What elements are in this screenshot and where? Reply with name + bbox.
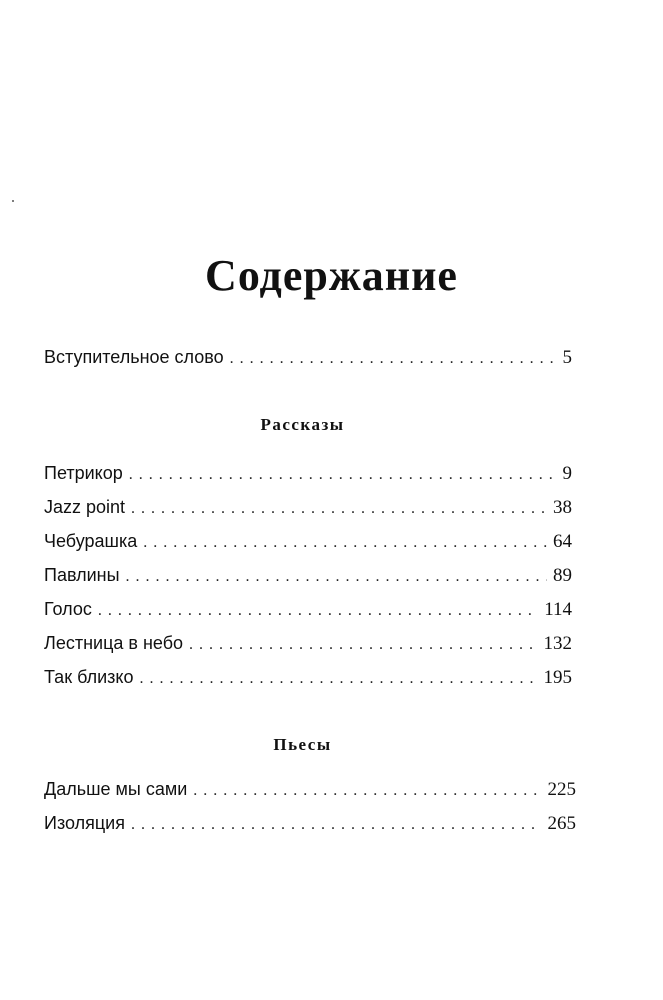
- toc-entry-title: Петрикор: [44, 463, 123, 483]
- toc-page-number: 114: [544, 599, 572, 620]
- toc-leader-dots: [131, 812, 542, 838]
- toc-entry-title: Вступительное слово: [44, 347, 224, 367]
- toc-page-number: 195: [543, 667, 572, 688]
- section-heading-stories: Рассказы: [260, 415, 345, 434]
- scan-speck: [12, 200, 14, 202]
- page-title: Содержание: [205, 251, 458, 300]
- toc-row: [44, 664, 572, 692]
- toc-entry-title: Jazz point: [44, 497, 126, 517]
- toc-row: [44, 776, 576, 804]
- toc-entry-title: Дальше мы сами: [44, 779, 188, 799]
- toc-row: [44, 528, 572, 556]
- toc-leader-dots: [129, 462, 557, 488]
- toc-row: [44, 562, 572, 590]
- toc-leader-dots: [143, 530, 547, 556]
- toc-page-number: 132: [543, 633, 572, 654]
- toc-leader-dots: [98, 598, 538, 624]
- toc-row: [44, 630, 572, 658]
- section-heading-plays: Пьесы: [273, 735, 332, 754]
- toc-row: [44, 810, 576, 838]
- toc-leader-dots: [193, 778, 541, 804]
- toc-entry-title: Павлины: [44, 565, 120, 585]
- toc-leader-dots: [189, 632, 537, 658]
- toc-leader-dots: [126, 564, 547, 590]
- toc-page-number: 265: [547, 813, 576, 834]
- toc-entry-title: Изоляция: [44, 813, 125, 833]
- toc-entry-title: Чебурашка: [44, 531, 138, 551]
- toc-row-intro: [44, 344, 572, 372]
- toc-page-number: 38: [553, 497, 572, 518]
- toc-leader-dots: [139, 666, 537, 692]
- toc-page-number: 225: [547, 779, 576, 800]
- toc-leader-dots: [230, 346, 557, 372]
- toc-page-number: 64: [553, 531, 572, 552]
- toc-row: [44, 494, 572, 522]
- toc-leader-dots: [131, 496, 547, 522]
- toc-page-number: 5: [562, 347, 572, 368]
- toc-page-number: 89: [553, 565, 572, 586]
- toc-page-number: 9: [562, 463, 572, 484]
- toc-entry-title: Так близко: [44, 667, 134, 687]
- toc-entry-title: Лестница в небо: [44, 633, 184, 653]
- toc-row: [44, 596, 572, 624]
- toc-entry-title: Голос: [44, 599, 92, 619]
- toc-row: [44, 460, 572, 488]
